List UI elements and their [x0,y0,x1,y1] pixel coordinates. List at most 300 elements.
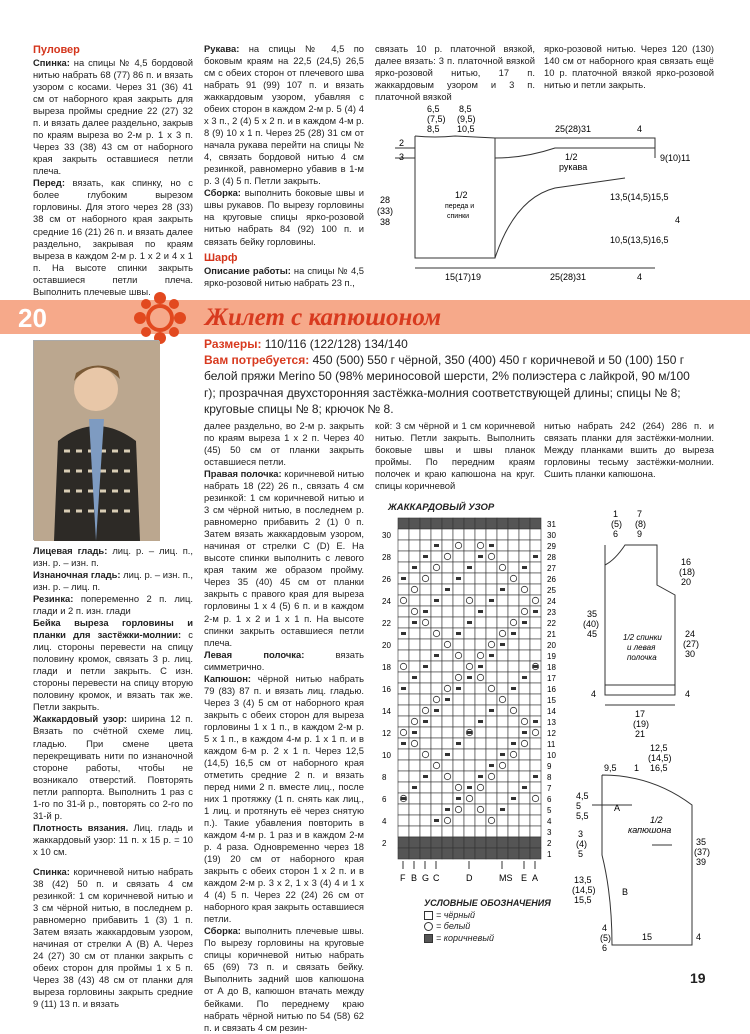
svg-text:(8): (8) [635,519,646,529]
paragraph: Сборка: выполнить боковые швы и швы рукавов. По вырезу горловины на круговые спицы ярко-розовой нитью набрать 84 (92) 100 п. и связать бейку горловины. [204,187,364,247]
chart-cell [431,694,442,705]
svg-text:15: 15 [642,932,653,942]
chart-cell [497,661,508,672]
row-number: 16 [547,685,556,694]
paragraph: Перед: вязать, как спинку, но с более глубоким вырезом горловины. Для этого через 28 (33) 38 см от наборного края закрыть средние 16 (21) 26 п. и вязать далее раздельно, закрывая по краям выреза в каждом 2-м р. 1 х 2 и 4 х 1 п. На высоте спинки закрыть оставшиеся петли плеча. Выполнить плечевые швы. [33,177,193,297]
chart-cell [519,826,530,837]
chart-cell [475,826,486,837]
chart-cell [431,771,442,782]
chart-cell [442,760,453,771]
chart-cell [519,529,530,540]
svg-text:5: 5 [576,801,582,811]
row-number-left: 14 [382,707,391,716]
chart-cell [486,826,497,837]
chart-cell [464,705,475,716]
chart-cell [519,694,530,705]
chart-cell [431,683,442,694]
chart-cell-brown [478,610,483,613]
chart-cell [442,826,453,837]
chart-letter: B [411,873,418,883]
svg-text:25(28)31: 25(28)31 [550,272,587,282]
chart-cell [475,782,486,793]
chart-cell-brown [445,698,450,701]
row-number-left: 26 [382,575,391,584]
chart-cell-brown [511,742,516,745]
chart-cell-brown [456,742,461,745]
svg-text:4: 4 [637,272,643,282]
chart-cell [398,826,409,837]
paragraph: ярко-розовой нитью. Через 120 (130) 140 см от наборного края связать ещё 10 р. платочной вязкой ярко-розовой нитью и петли закрыть. [544,43,714,91]
chart-cell [409,848,420,859]
chart-cell [398,771,409,782]
chart-cell [442,727,453,738]
chart-cell [519,793,530,804]
svg-text:(9,5): (9,5) [457,114,476,124]
chart-cell-brown [434,709,439,712]
chart-cell-brown [456,797,461,800]
chart-cell-brown [478,665,483,668]
chart-cell [486,573,497,584]
chart-cell [464,551,475,562]
chart-cell-brown [434,544,439,547]
chart-cell [530,760,541,771]
chart-cell [475,650,486,661]
chart-cell [409,826,420,837]
svg-text:38: 38 [380,217,391,227]
chart-cell [420,595,431,606]
chart-cell [420,804,431,815]
chart-cell-brown [511,797,516,800]
chart-cell [464,540,475,551]
row-number: 6 [547,795,552,804]
chart-cell [398,815,409,826]
chart-cell [508,705,519,716]
row-number: 1 [547,850,552,859]
chart-cell [431,837,442,848]
chart-cell [530,672,541,683]
row-number: 3 [547,828,552,837]
chart-cell [453,826,464,837]
chart-cell [497,573,508,584]
chart-cell [442,815,453,826]
legend: УСЛОВНЫЕ ОБОЗНАЧЕНИЯ = чёрный = белый = коричневый [424,898,551,943]
chart-cell [519,837,530,848]
chart-cell [530,573,541,584]
chart-cell [464,628,475,639]
chart-cell [464,573,475,584]
chart-cell [519,540,530,551]
chart-cell [530,529,541,540]
chart-cell [497,551,508,562]
scarf-heading: Шарф [204,251,238,264]
chart-cell [519,815,530,826]
chart-cell [475,573,486,584]
svg-text:4: 4 [696,932,702,942]
chart-cell [508,771,519,782]
row-number: 4 [547,817,552,826]
chart-cell [486,848,497,859]
sizes-block: Размеры: 110/116 (122/128) 134/140 Вам потребуется: 450 (500) 550 г чёрной, 350 (400) 450 г коричневой и 50 (100) 150 г белой пряжи Merino 50 (98% мериносовой шерсти, 2% полиэстера с лайкрой, 90 м/100 г); прозрачная двухсторонняя застёжка-молния соответствующей длины; спицы № 8; круговые спицы № 8; крючок № 8. [204,337,690,416]
chart-cell [497,837,508,848]
chart-cell-brown [467,731,472,734]
row-number: 9 [547,762,552,771]
chart-cell [508,815,519,826]
svg-text:рукава: рукава [559,162,588,172]
chart-cell [453,837,464,848]
chart-cell [453,518,464,529]
svg-text:6: 6 [613,529,619,539]
chart-cell-brown [401,797,406,800]
svg-text:1/2 спинки: 1/2 спинки [623,633,662,642]
vest-schematic [575,505,715,745]
chart-cell-brown [412,731,417,734]
chart-cell [398,551,409,562]
chart-cell [431,749,442,760]
row-number: 29 [547,542,556,551]
chart-cell [453,584,464,595]
chart-cell [486,716,497,727]
chart-cell [453,562,464,573]
svg-text:35: 35 [696,837,707,847]
chart-cell [431,804,442,815]
chart-cell [398,562,409,573]
row-number-left: 10 [382,751,391,760]
chart-cell [453,760,464,771]
svg-text:9(10)11: 9(10)11 [660,153,691,163]
svg-text:5: 5 [578,849,584,859]
chart-cell-brown [533,665,538,668]
chart-cell-brown [511,632,516,635]
chart-cell [431,639,442,650]
svg-text:4: 4 [685,689,691,699]
row-number: 22 [547,619,556,628]
svg-text:24: 24 [685,629,696,639]
chart-cell [431,628,442,639]
row-number: 17 [547,674,556,683]
chart-cell [508,639,519,650]
chart-cell [442,529,453,540]
chart-cell [497,848,508,859]
chart-cell [398,848,409,859]
chart-cell [442,848,453,859]
chart-cell [398,606,409,617]
chart-cell [420,826,431,837]
chart-cell-brown [522,731,527,734]
svg-text:9: 9 [637,529,643,539]
chart-cell [398,804,409,815]
chart-cell-brown [478,720,483,723]
svg-text:2: 2 [399,138,405,148]
chart-cell [431,826,442,837]
chart-cell [486,738,497,749]
chart-cell [497,793,508,804]
chart-cell [464,650,475,661]
chart-cell [442,672,453,683]
chart-cell [486,771,497,782]
row-number: 20 [547,641,556,650]
chart-cell [431,793,442,804]
chart-cell [464,683,475,694]
chart-cell [398,716,409,727]
chart-cell [530,628,541,639]
chart-cell [420,562,431,573]
chart-cell [453,804,464,815]
chart-cell [530,837,541,848]
chart-cell-brown [522,566,527,569]
chart-cell [398,760,409,771]
chart-cell [508,562,519,573]
chart-cell [475,804,486,815]
chart-cell [530,848,541,859]
chart-cell [464,738,475,749]
chart-cell [497,683,508,694]
chart-cell-brown [533,775,538,778]
chart-cell [497,606,508,617]
chart-cell [398,727,409,738]
chart-cell [464,837,475,848]
pullover-col-1 [33,43,193,298]
chart-cell [530,650,541,661]
chart-cell [431,518,442,529]
chart-cell [420,518,431,529]
chart-cell [409,804,420,815]
chart-letter: C [433,873,440,883]
chart-cell [453,815,464,826]
chart-cell [431,727,442,738]
chart-cell [519,738,530,749]
chart-cell [530,617,541,628]
section-title: Жилет с капюшоном [205,304,442,331]
chart-cell [519,804,530,815]
dim-label: 6,5 [427,104,440,114]
svg-text:13,5(14,5)15,5: 13,5(14,5)15,5 [610,192,669,202]
chart-cell [530,782,541,793]
chart-cell [497,595,508,606]
chart-cell [508,804,519,815]
svg-text:(40): (40) [583,619,600,629]
row-number-left: 16 [382,685,391,694]
chart-cell-brown [412,786,417,789]
chart-cell [431,551,442,562]
chart-cell [420,617,431,628]
chart-cell-brown [401,687,406,690]
chart-cell [530,705,541,716]
chart-cell [486,529,497,540]
svg-text:7: 7 [637,509,643,519]
chart-cell [442,793,453,804]
chart-cell [497,760,508,771]
chart-cell [431,782,442,793]
chart-cell [497,738,508,749]
chart-cell [475,727,486,738]
chart-cell [442,606,453,617]
chart-cell [464,771,475,782]
chart-cell [442,573,453,584]
chart-cell [497,727,508,738]
chart-cell [409,749,420,760]
pullover-schematic [375,98,715,288]
chart-cell [530,518,541,529]
chart-cell [431,562,442,573]
svg-text:1/2: 1/2 [650,815,663,825]
svg-text:17: 17 [635,709,646,719]
chart-cell [464,694,475,705]
chart-cell [486,639,497,650]
chart-cell [420,573,431,584]
chart-cell [420,584,431,595]
chart-cell [508,694,519,705]
row-number: 15 [547,696,556,705]
chart-letter: F [400,873,406,883]
chart-cell-brown [489,764,494,767]
chart-cell [464,606,475,617]
chart-cell [486,562,497,573]
row-number: 21 [547,630,556,639]
chart-cell [497,705,508,716]
chart-cell [453,694,464,705]
chart-cell [475,540,486,551]
chart-cell [420,529,431,540]
chart-cell [453,595,464,606]
row-number: 24 [547,597,556,606]
chart-cell [409,639,420,650]
chart-cell [508,782,519,793]
chart-cell [475,705,486,716]
chart-cell [475,584,486,595]
chart-cell-brown [412,676,417,679]
chart-cell [453,606,464,617]
svg-text:5,5: 5,5 [576,811,589,821]
row-number: 18 [547,663,556,672]
chart-cell [464,661,475,672]
chart-cell [508,540,519,551]
chart-cell [409,595,420,606]
chart-cell [398,650,409,661]
chart-cell [442,771,453,782]
row-number-left: 28 [382,553,391,562]
chart-cell [519,573,530,584]
chart-cell [530,639,541,650]
chart-cell-brown [500,753,505,756]
row-number: 8 [547,773,552,782]
svg-text:1/2: 1/2 [565,152,578,162]
chart-cell [508,518,519,529]
chart-cell [442,837,453,848]
svg-text:28: 28 [380,195,391,205]
chart-title: ЖАККАРДОВЫЙ УЗОР [388,502,495,513]
chart-cell [508,760,519,771]
chart-cell [508,716,519,727]
chart-cell-brown [423,555,428,558]
chart-cell [464,848,475,859]
row-number-left: 20 [382,641,391,650]
chart-cell [409,518,420,529]
row-number: 12 [547,729,556,738]
chart-cell [486,551,497,562]
chart-cell [519,749,530,760]
chart-cell [497,518,508,529]
chart-cell [453,540,464,551]
chart-cell [420,738,431,749]
row-number-left: 30 [382,531,391,540]
chart-cell [508,529,519,540]
chart-cell [519,584,530,595]
chart-cell [486,661,497,672]
chart-cell-brown [511,687,516,690]
chart-cell-brown [533,610,538,613]
svg-text:3: 3 [578,829,584,839]
chart-cell [475,848,486,859]
svg-text:(14,5): (14,5) [648,753,672,763]
chart-cell [431,760,442,771]
chart-cell [530,826,541,837]
svg-text:(33): (33) [377,206,394,216]
chart-cell [519,705,530,716]
chart-cell [475,639,486,650]
chart-cell [475,738,486,749]
chart-cell [420,848,431,859]
chart-cell [464,804,475,815]
chart-cell [420,760,431,771]
chart-cell [508,551,519,562]
chart-cell [442,639,453,650]
pullover-col-3 [375,43,535,103]
svg-text:10,5(13,5)16,5: 10,5(13,5)16,5 [610,235,669,245]
chart-cell-brown [434,819,439,822]
row-number-left: 24 [382,597,391,606]
row-number: 2 [547,839,552,848]
svg-text:(14,5): (14,5) [572,885,596,895]
row-number: 27 [547,564,556,573]
svg-text:и левая: и левая [627,643,656,652]
chart-cell [453,672,464,683]
chart-cell [442,683,453,694]
chart-cell [453,650,464,661]
chart-cell-brown [412,566,417,569]
vest-col-4: нитью набрать 242 (264) 286 п. и связать планки для застёжки-молнии. Между планками вшить до выреза горловины тесьму застёжки-молнии. Сшить планки капюшона. [544,420,714,480]
row-number: 7 [547,784,552,793]
svg-text:16,5: 16,5 [650,763,668,773]
chart-cell [398,617,409,628]
chart-cell [464,826,475,837]
chart-cell [409,738,420,749]
chart-letter: G [422,873,430,883]
chart-cell [475,793,486,804]
chart-cell [508,749,519,760]
chart-cell [409,650,420,661]
chart-cell-brown [489,654,494,657]
chart-cell [530,595,541,606]
chart-cell [453,617,464,628]
chart-cell [486,584,497,595]
chart-cell-brown [401,632,406,635]
row-number: 13 [547,718,556,727]
section-number: 20 [18,303,47,333]
svg-text:(7,5): (7,5) [427,114,446,124]
chart-cell-brown [522,621,527,624]
chart-cell [420,815,431,826]
chart-cell-brown [467,676,472,679]
chart-cell [475,617,486,628]
svg-text:8,5: 8,5 [459,104,472,114]
chart-cell [530,727,541,738]
svg-text:4: 4 [675,215,681,225]
chart-cell [420,628,431,639]
svg-text:16: 16 [681,557,692,567]
chart-cell [409,815,420,826]
chart-cell [486,793,497,804]
row-number: 14 [547,707,556,716]
